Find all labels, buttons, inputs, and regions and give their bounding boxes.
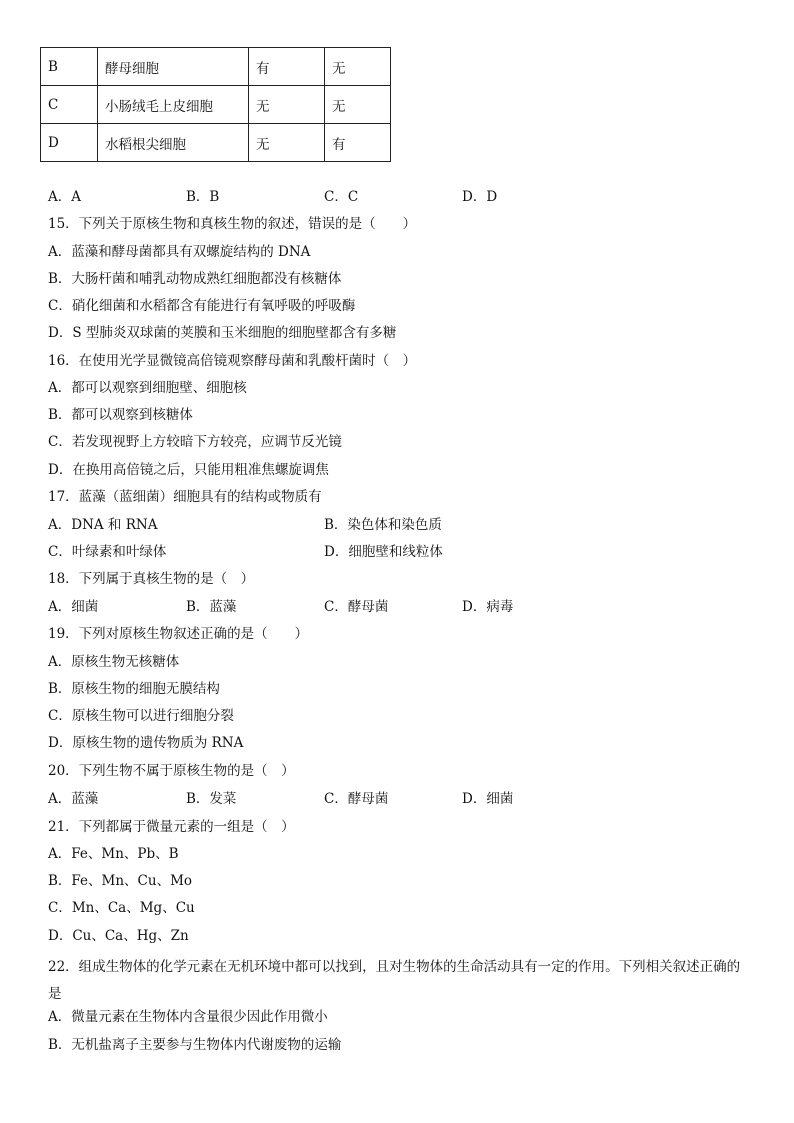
q18-option-c: C．酵母菌 — [324, 599, 389, 615]
q19-stem: 19．下列对原核生物叙述正确的是（ ） — [48, 626, 309, 642]
table-cell-col3: 无 — [249, 86, 325, 124]
table-cell-col4: 无 — [325, 48, 391, 86]
q19-option-c: C．原核生物可以进行细胞分裂 — [48, 708, 234, 724]
q20-stem: 20．下列生物不属于原核生物的是（ ） — [48, 763, 295, 779]
q19-option-d: D．原核生物的遗传物质为 RNA — [48, 735, 244, 751]
q21-option-a: A．Fe、Mn、Pb、B — [48, 846, 179, 862]
q18-option-a: A．细菌 — [48, 599, 99, 615]
q17-option-d: D．细胞壁和线粒体 — [324, 544, 443, 560]
q19-option-a: A．原核生物无核糖体 — [48, 654, 180, 670]
q18-option-b: B．蓝藻 — [186, 599, 237, 615]
q15-option-c: C．硝化细菌和水稻都含有能进行有氧呼吸的呼吸酶 — [48, 298, 356, 314]
q14-choice-a: A．A — [48, 189, 81, 205]
q14-choice-d: D．D — [462, 189, 498, 205]
table-cell-col3: 有 — [249, 48, 325, 86]
q17-stem: 17．蓝藻（蓝细菌）细胞具有的结构或物质有 — [48, 489, 322, 505]
q19-option-b: B．原核生物的细胞无膜结构 — [48, 681, 220, 697]
table-cell-letter: D — [41, 124, 98, 162]
q17-option-c: C．叶绿素和叶绿体 — [48, 544, 167, 560]
q21-option-b: B．Fe、Mn、Cu、Mo — [48, 873, 193, 889]
q20-option-b: B．发菜 — [186, 791, 237, 807]
q22-option-b: B．无机盐离子主要参与生物体内代谢废物的运输 — [48, 1037, 342, 1053]
table-cell-letter: C — [41, 86, 98, 124]
table-row — [41, 124, 391, 162]
table-cell-letter: B — [41, 48, 98, 86]
q20-option-c: C．酵母菌 — [324, 791, 389, 807]
q15-stem: 15．下列关于原核生物和真核生物的叙述，错误的是（ ） — [48, 216, 417, 232]
table-cell-cell: 水稻根尖细胞 — [98, 124, 249, 162]
q18-option-d: D．病毒 — [462, 599, 514, 615]
q22-stem: 22．组成生物体的化学元素在无机环境中都可以找到，且对生物体的生命活动具有一定的作用。下列相关叙述正确的是 — [48, 959, 741, 1002]
table-cell-cell: 酵母细胞 — [98, 48, 249, 86]
q21-option-d: D．Cu、Ca、Hg、Zn — [48, 928, 189, 944]
q15-option-a: A．蓝藻和酵母菌都具有双螺旋结构的 DNA — [48, 244, 311, 260]
table-row — [41, 86, 391, 124]
q14-choice-b: B．B — [186, 189, 220, 205]
q14-choice-c: C．C — [324, 189, 359, 205]
table-cell-cell: 小肠绒毛上皮细胞 — [98, 86, 249, 124]
q16-option-d: D．在换用高倍镜之后，只能用粗准焦螺旋调焦 — [48, 462, 329, 478]
table-cell-col4: 有 — [325, 124, 391, 162]
q15-option-d: D．S 型肺炎双球菌的荚膜和玉米细胞的细胞壁都含有多糖 — [48, 325, 397, 341]
table-row — [41, 48, 391, 86]
options-table — [40, 47, 391, 162]
q16-option-c: C．若发现视野上方较暗下方较亮，应调节反光镜 — [48, 434, 342, 450]
q16-option-b: B．都可以观察到核糖体 — [48, 407, 193, 423]
q17-option-a: A．DNA 和 RNA — [48, 517, 158, 533]
q18-stem: 18．下列属于真核生物的是（ ） — [48, 571, 255, 587]
q16-stem: 16．在使用光学显微镜高倍镜观察酵母菌和乳酸杆菌时（ ） — [48, 353, 417, 369]
q15-option-b: B．大肠杆菌和哺乳动物成熟红细胞都没有核糖体 — [48, 271, 342, 287]
q16-option-a: A．都可以观察到细胞壁、细胞核 — [48, 380, 247, 396]
q20-option-a: A．蓝藻 — [48, 791, 99, 807]
q22-option-a: A．微量元素在生物体内含量很少因此作用微小 — [48, 1009, 328, 1025]
table-cell-col3: 无 — [249, 124, 325, 162]
q21-option-c: C．Mn、Ca、Mg、Cu — [48, 900, 195, 916]
q21-stem: 21．下列都属于微量元素的一组是（ ） — [48, 819, 295, 835]
table-cell-col4: 无 — [325, 86, 391, 124]
q20-option-d: D．细菌 — [462, 791, 514, 807]
q17-option-b: B．染色体和染色质 — [324, 517, 442, 533]
